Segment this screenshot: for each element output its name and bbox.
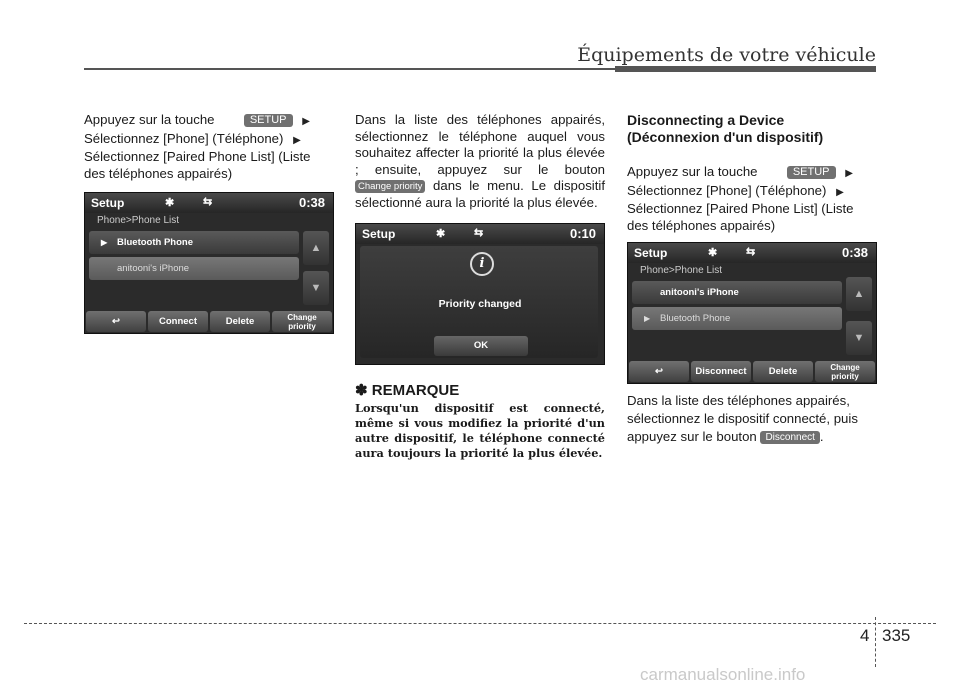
footer-divider bbox=[875, 617, 876, 667]
connect-button[interactable]: Connect bbox=[148, 311, 208, 332]
change-label: Change bbox=[287, 313, 317, 322]
watermark: carmanualsonline.info bbox=[640, 665, 806, 684]
col3-line3: Sélectionnez [Paired Phone List] (Liste des téléphones appairés) bbox=[627, 201, 854, 233]
page-number: 335 bbox=[882, 626, 911, 645]
scroll-up-button[interactable]: ▲ bbox=[303, 231, 329, 265]
col1-line2: Sélectionnez [Phone] (Téléphone) bbox=[84, 130, 284, 146]
clock: 0:38 bbox=[298, 195, 325, 210]
column-1 bbox=[84, 112, 334, 334]
dialog-message: Priority changed bbox=[438, 298, 522, 310]
usb-icon: ⇆ bbox=[746, 246, 756, 258]
breadcrumb: Phone>Phone List bbox=[97, 215, 180, 226]
page-header: Équipements de votre véhicule bbox=[577, 44, 876, 66]
col1-line3: Sélectionnez [Paired Phone List] (Liste des téléphones appairés) bbox=[84, 149, 311, 181]
priority-label: priority bbox=[288, 322, 316, 331]
screen-title: Setup bbox=[634, 246, 668, 260]
change-priority-chip: Change priority bbox=[355, 180, 425, 193]
bluetooth-icon: ✱ bbox=[165, 197, 175, 209]
setup-chip: SETUP bbox=[787, 166, 836, 179]
col3-text-a: Dans la liste des téléphones appairés, sélectionnez le dispositif connecté, puis appuyez sur le bouton bbox=[627, 393, 858, 444]
list-item-label: Bluetooth Phone bbox=[117, 237, 193, 248]
arrow-right-icon: ▶ bbox=[836, 186, 844, 198]
change-priority-button[interactable] bbox=[815, 361, 875, 382]
clock: 0:10 bbox=[569, 226, 596, 241]
usb-icon: ⇆ bbox=[203, 196, 213, 208]
setup-chip: SETUP bbox=[244, 114, 293, 127]
note-title: ✽ REMARQUE bbox=[355, 382, 460, 399]
note-block bbox=[355, 381, 605, 461]
bluetooth-icon: ✱ bbox=[436, 228, 446, 240]
scroll-down-button[interactable]: ▼ bbox=[846, 321, 872, 355]
column-2 bbox=[355, 112, 605, 461]
arrow-right-icon: ▶ bbox=[845, 168, 853, 179]
section-title-line1: Disconnecting a Device bbox=[627, 112, 785, 128]
list-item-label: Bluetooth Phone bbox=[660, 313, 731, 324]
status-bar bbox=[356, 224, 604, 244]
col3-instructions bbox=[627, 164, 877, 234]
col3-intro: Appuyez sur la touche bbox=[627, 164, 758, 179]
section-title bbox=[627, 112, 877, 146]
back-button[interactable]: ↩ bbox=[629, 361, 689, 382]
screen-title: Setup bbox=[362, 227, 396, 241]
screen-title: Setup bbox=[91, 196, 125, 210]
col3-text-b: . bbox=[819, 429, 824, 444]
info-icon: i bbox=[470, 252, 494, 276]
list-item-label: anitooni's iPhone bbox=[117, 263, 190, 274]
chapter-number: 4 bbox=[860, 626, 870, 645]
delete-button[interactable]: Delete bbox=[753, 361, 813, 382]
col2-text-a: Dans la liste des téléphones appairés, sélectionnez le téléphone auquel vous souhaitez affecter la priorité la plus élevée ; ensuite, appuyez sur le bouton bbox=[355, 112, 605, 177]
list-item[interactable] bbox=[89, 231, 299, 254]
usb-icon: ⇆ bbox=[474, 227, 484, 239]
disconnect-chip: Disconnect bbox=[760, 431, 819, 444]
breadcrumb: Phone>Phone List bbox=[640, 265, 723, 276]
col2-paragraph bbox=[355, 112, 605, 211]
list-item-label: anitooni's iPhone bbox=[660, 287, 739, 298]
status-bar bbox=[628, 243, 876, 263]
change-label: Change bbox=[830, 363, 860, 372]
play-icon: ▶ bbox=[644, 314, 651, 323]
note-body: Lorsqu'un dispositif est connecté, même si vous modifiez la priorité d'un autre dispositif, le téléphone connecté aura toujours la priorité la plus élevée. bbox=[355, 401, 605, 460]
list-item[interactable] bbox=[89, 257, 299, 280]
bluetooth-icon: ✱ bbox=[708, 247, 718, 259]
disconnect-button[interactable]: Disconnect bbox=[691, 361, 751, 382]
header-tab bbox=[615, 66, 876, 72]
col3-line2: Sélectionnez [Phone] (Téléphone) bbox=[627, 182, 827, 198]
section-title-line2: (Déconnexion d'un dispositif) bbox=[627, 129, 824, 145]
ok-button[interactable]: OK bbox=[434, 336, 528, 356]
status-bar bbox=[85, 193, 333, 213]
arrow-right-icon: ▶ bbox=[302, 116, 310, 127]
col2-text-b: dans le menu. Le dispositif sélectionné aura la priorité la plus élevée. bbox=[355, 178, 605, 210]
clock: 0:38 bbox=[841, 245, 868, 260]
delete-button[interactable]: Delete bbox=[210, 311, 270, 332]
softkey-bar bbox=[628, 360, 876, 383]
col1-instructions bbox=[84, 112, 334, 182]
phone-list-screen bbox=[84, 192, 334, 334]
arrow-right-icon: ▶ bbox=[293, 134, 301, 146]
priority-label: priority bbox=[831, 372, 859, 381]
col3-paragraph bbox=[627, 392, 877, 446]
priority-changed-screen bbox=[355, 223, 605, 365]
back-button[interactable]: ↩ bbox=[86, 311, 146, 332]
list-item[interactable] bbox=[632, 307, 842, 330]
col1-intro: Appuyez sur la touche bbox=[84, 112, 215, 127]
softkey-bar bbox=[85, 310, 333, 333]
change-priority-button[interactable] bbox=[272, 311, 332, 332]
play-icon: ▶ bbox=[101, 238, 108, 247]
scroll-up-button[interactable]: ▲ bbox=[846, 277, 872, 311]
list-item[interactable] bbox=[632, 281, 842, 304]
footer-rule bbox=[24, 623, 936, 624]
phone-list-screen bbox=[627, 242, 877, 384]
scroll-down-button[interactable]: ▼ bbox=[303, 271, 329, 305]
column-3 bbox=[627, 112, 877, 446]
